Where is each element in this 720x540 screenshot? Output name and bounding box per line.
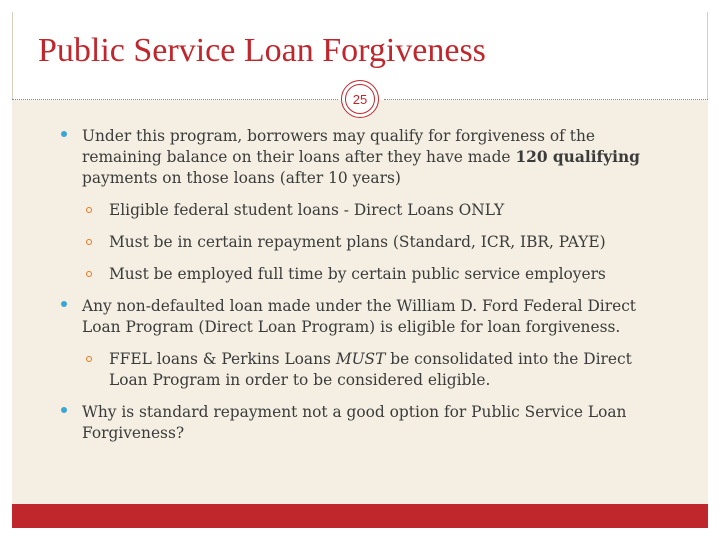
title-divider-left [12, 99, 338, 100]
bullet-dot-icon [61, 407, 67, 413]
bullet-item [56, 296, 668, 338]
bullet-text: Any non-defaulted loan made under the William D. Ford Federal Direct Loan Program (Direct Loan Program) is eligible for loan forgiveness. [82, 297, 636, 336]
bullet-item [56, 126, 668, 189]
slide-title: Public Service Loan Forgiveness [38, 32, 486, 69]
bullet-dot-icon [61, 301, 67, 307]
sub-bullet-item [56, 200, 668, 221]
sub-bullet-ring-icon [86, 356, 92, 362]
sub-bullet-italic-text: MUST [335, 350, 386, 368]
bullet-text: payments on those loans (after 10 years) [82, 169, 401, 187]
page-number: 25 [352, 91, 368, 107]
sub-bullet-item [56, 349, 668, 391]
page-number-badge [341, 80, 379, 118]
sub-bullet-text: be consolidated into the Direct Loan Program in order to be considered eligible. [109, 350, 632, 389]
title-divider-right [384, 99, 708, 100]
sub-bullet-ring-icon [86, 271, 92, 277]
sub-bullet-text: Eligible federal student loans - Direct Loans ONLY [109, 201, 505, 219]
sub-bullet-ring-icon [86, 239, 92, 245]
sub-bullet-text: FFEL loans & Perkins Loans [109, 350, 336, 368]
bullet-bold-text: 120 qualifying [515, 148, 640, 166]
slide-content [56, 126, 668, 455]
bullet-text: Why is standard repayment not a good option for Public Service Loan Forgiveness? [82, 403, 627, 442]
sub-bullet-item [56, 232, 668, 253]
bullet-item [56, 402, 668, 444]
sub-bullet-item [56, 264, 668, 285]
sub-bullet-text: Must be employed full time by certain public service employers [109, 265, 606, 283]
sub-bullet-ring-icon [86, 207, 92, 213]
sub-bullet-text: Must be in certain repayment plans (Standard, ICR, IBR, PAYE) [109, 233, 606, 251]
footer-bar [12, 504, 708, 528]
bullet-dot-icon [61, 131, 67, 137]
bullet-text: Under this program, borrowers may qualify for forgiveness of the remaining balance on their loans after they have made [82, 127, 595, 166]
